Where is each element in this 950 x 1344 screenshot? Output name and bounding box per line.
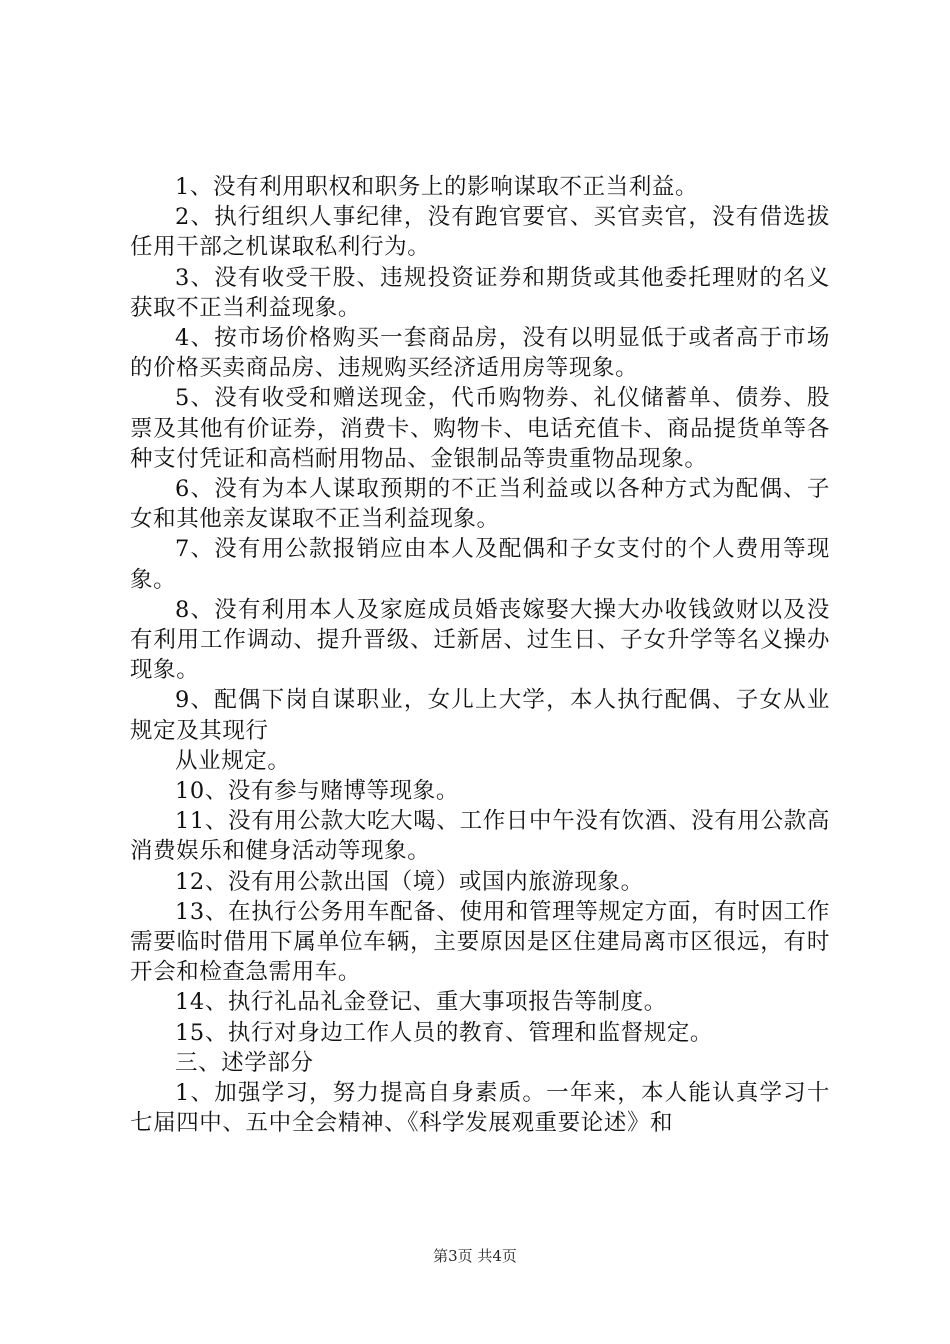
paragraph-14: 14、执行礼品礼金登记、重大事项报告等制度。 <box>175 989 667 1016</box>
paragraph-6: 6、没有为本人谋取预期的不正当利益或以各种方式为配偶、子女和其他亲友谋取不正当利益现象。 <box>130 476 830 533</box>
paragraph-13: 13、在执行公务用车配备、使用和管理等规定方面，有时因工作需要临时借用下属单位车辆，主要原因是区住建局离市区很远，有时开会和检查急需用车。 <box>130 898 830 986</box>
paragraph-3: 3、没有收受干股、违规投资证券和期货或其他委托理财的名义获取不正当利益现象。 <box>130 264 830 321</box>
paragraph-12: 12、没有用公款出国（境）或国内旅游现象。 <box>175 868 644 895</box>
study-paragraph-1: 1、加强学习，努力提高自身素质。一年来，本人能认真学习十七届四中、五中全会精神、《科学发展观重要论述》和 <box>130 1080 830 1137</box>
paragraph-15: 15、执行对身边工作人员的教育、管理和监督规定。 <box>175 1019 714 1046</box>
paragraph-2: 2、执行组织人事纪律，没有跑官要官、买官卖官，没有借选拔任用干部之机谋取私利行为。 <box>130 204 830 261</box>
paragraph-11: 11、没有用公款大吃大喝、工作日中午没有饮酒、没有用公款高消费娱乐和健身活动等现象。 <box>130 808 830 865</box>
paragraph-10: 10、没有参与赌博等现象。 <box>175 778 459 805</box>
document-body <box>130 172 830 1139</box>
paragraph-9-continued: 从业规定。 <box>175 747 291 774</box>
paragraph-8: 8、没有利用本人及家庭成员婚丧嫁娶大操大办收钱敛财以及没有利用工作调动、提升晋级、迁新居、过生日、子女升学等名义操办现象。 <box>130 596 830 684</box>
section-heading: 三、述学部分 <box>175 1049 314 1076</box>
paragraph-7: 7、没有用公款报销应由本人及配偶和子女支付的个人费用等现象。 <box>130 536 830 593</box>
paragraph-9: 9、配偶下岗自谋职业，女儿上大学，本人执行配偶、子女从业规定及其现行 <box>130 687 830 744</box>
paragraph-1: 1、没有利用职权和职务上的影响谋取不正当利益。 <box>175 174 699 200</box>
page-footer: 第3页 共4页 <box>433 1247 517 1265</box>
paragraph-5: 5、没有收受和赠送现金，代币购物券、礼仪储蓄单、债券、股票及其他有价证券，消费卡、购物卡、电话充值卡、商品提货单等各种支付凭证和高档耐用物品、金银制品等贵重物品现象。 <box>130 385 830 472</box>
paragraph-4: 4、按市场价格购买一套商品房，没有以明显低于或者高于市场的价格买卖商品房、违规购买经济适用房等现象。 <box>130 325 830 382</box>
